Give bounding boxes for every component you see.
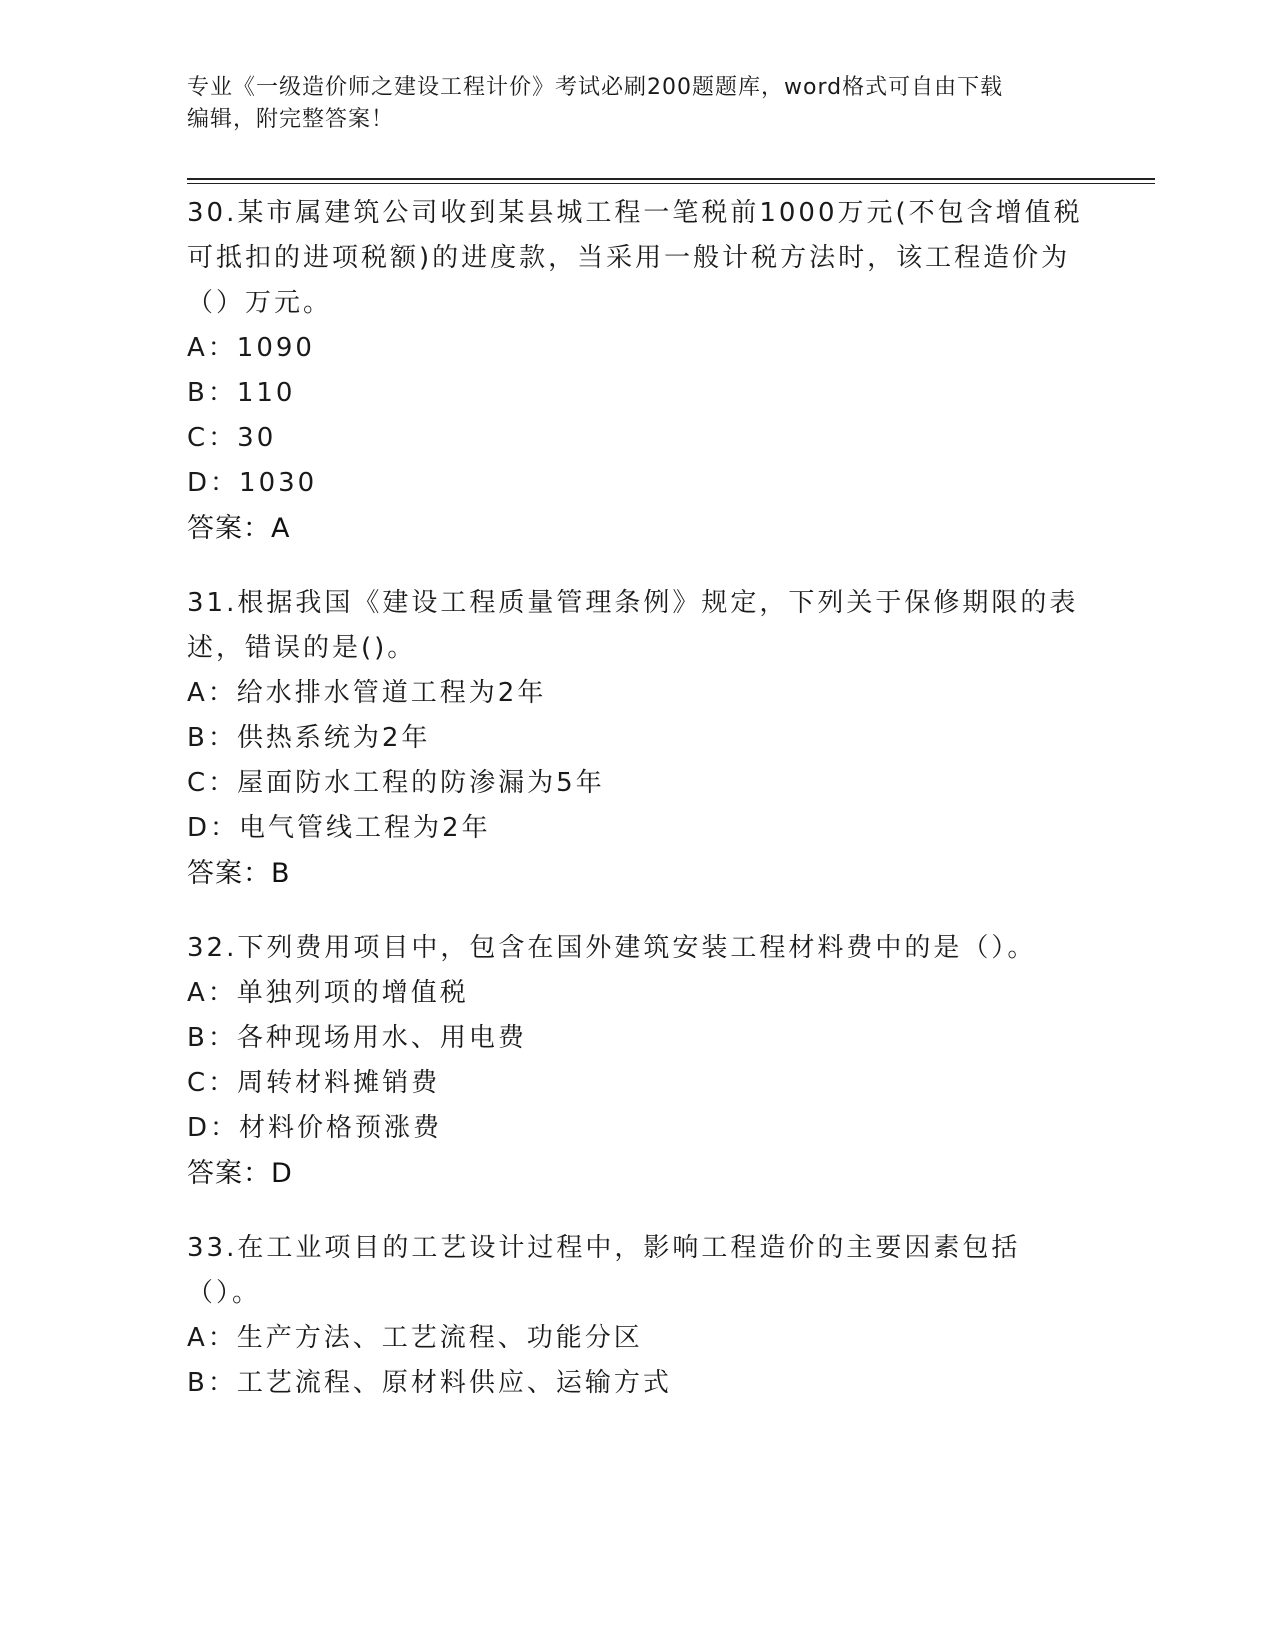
- option-d: D：电气管线工程为2年: [187, 813, 491, 843]
- question-text: 33.在工业项目的工艺设计过程中，影响工程造价的主要因素包括（）。: [187, 1233, 1021, 1308]
- option-c: C：屋面防水工程的防渗漏为5年: [187, 768, 605, 798]
- option-b: B：工艺流程、原材料供应、运输方式: [187, 1368, 672, 1398]
- header-divider-thin: [187, 183, 1155, 184]
- option-a: A：1090: [187, 333, 315, 363]
- answer-label: 答案：A: [187, 513, 291, 544]
- answer-label: 答案：B: [187, 858, 291, 889]
- option-c: C：30: [187, 423, 277, 453]
- header-line-1: 专业《一级造价师之建设工程计价》考试必刷200题题库，word格式可自由下载: [187, 75, 1004, 100]
- option-d: D：材料价格预涨费: [187, 1113, 443, 1143]
- option-a: A：生产方法、工艺流程、功能分区: [187, 1323, 643, 1353]
- question-33: [187, 1226, 1087, 1406]
- answer-label: 答案：D: [187, 1158, 293, 1189]
- option-b: B：各种现场用水、用电费: [187, 1023, 527, 1053]
- question-text: 30.某市属建筑公司收到某县城工程一笔税前1000万元(不包含增值税可抵扣的进项税额)的进度款，当采用一般计税方法时，该工程造价为（）万元。: [187, 198, 1083, 318]
- header-divider-thick: [187, 178, 1155, 180]
- option-b: B：110: [187, 378, 296, 408]
- header-line-2: 编辑，附完整答案！: [187, 107, 395, 132]
- option-b: B：供热系统为2年: [187, 723, 431, 753]
- question-31: [187, 581, 1087, 896]
- document-header: [187, 72, 1077, 136]
- question-30: [187, 191, 1087, 551]
- question-list: [187, 191, 1087, 1436]
- option-a: A：单独列项的增值税: [187, 978, 469, 1008]
- option-c: C：周转材料摊销费: [187, 1068, 441, 1098]
- question-32: [187, 926, 1087, 1196]
- question-text: 31.根据我国《建设工程质量管理条例》规定，下列关于保修期限的表述，错误的是()。: [187, 588, 1079, 663]
- option-d: D：1030: [187, 468, 318, 498]
- option-a: A：给水排水管道工程为2年: [187, 678, 547, 708]
- question-text: 32.下列费用项目中，包含在国外建筑安装工程材料费中的是（）。: [187, 933, 1037, 963]
